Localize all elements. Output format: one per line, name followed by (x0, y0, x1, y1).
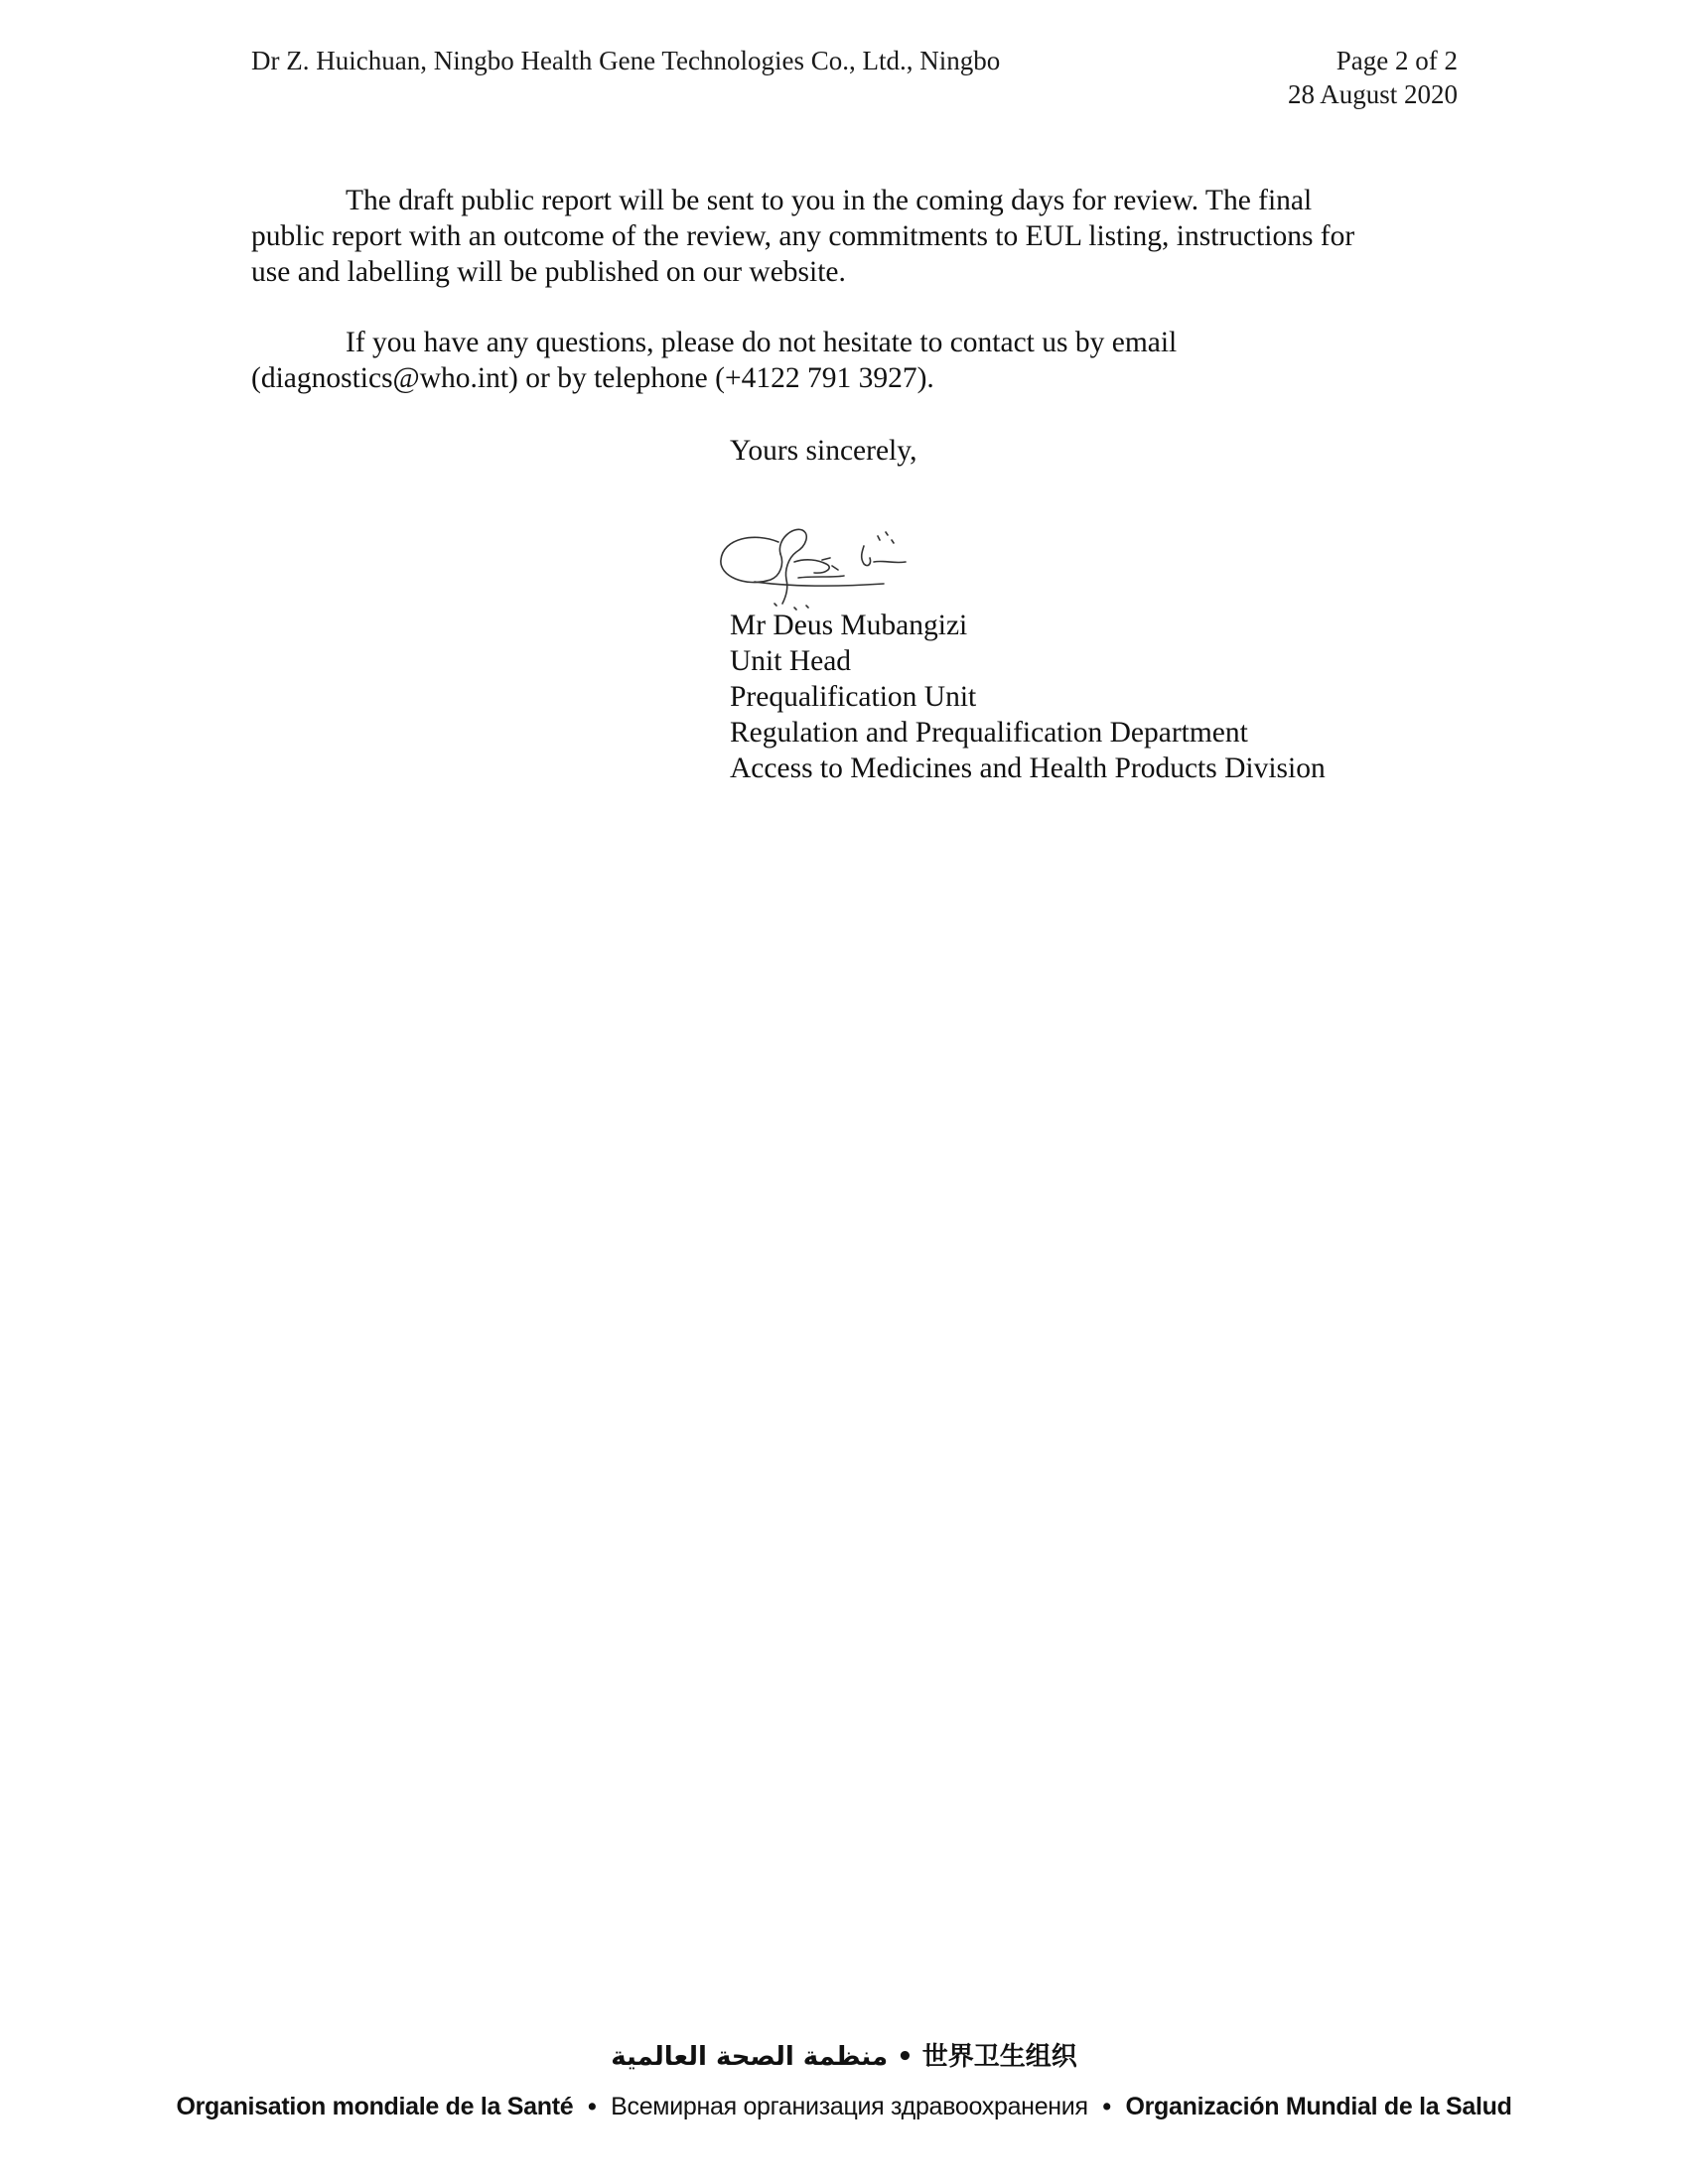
signatory-department: Regulation and Prequalification Department (730, 717, 1248, 749)
footer-name-spanish: Organización Mundial de la Salud (1125, 2093, 1512, 2120)
paragraph-line: If you have any questions, please do not hesitate to contact us by email (346, 327, 1178, 358)
signatory-name: Mr Deus Mubangizi (730, 610, 968, 641)
header-date: 28 August 2020 (1287, 79, 1458, 109)
body-paragraph-1 (251, 183, 1443, 290)
footer-name-russian: Всемирная организация здравоохранения (611, 2093, 1088, 2120)
footer-bullet: • (588, 2093, 597, 2120)
header-addressee: Dr Z. Huichuan, Ningbo Health Gene Technologies Co., Ltd., Ningbo (251, 46, 1001, 75)
paragraph-line: The draft public report will be sent to you in the coming days for review. The final (346, 185, 1313, 216)
signatory-unit: Prequalification Unit (730, 681, 977, 713)
footer-organization-names (0, 2091, 1688, 2122)
handwritten-signature (715, 518, 923, 617)
footer-name-french: Organisation mondiale de la Santé (176, 2093, 574, 2120)
header-page-info (1288, 44, 1458, 111)
paragraph-line: (diagnostics@who.int) or by telephone (+4122 791 3927). (251, 362, 934, 394)
header-page-number: Page 2 of 2 (1336, 46, 1458, 75)
footer-arabic-chinese: منظمة الصحة العالمية • 世界卫生组织 (611, 2042, 1077, 2072)
paragraph-line: public report with an outcome of the review, any commitments to EUL listing, instructions for (251, 220, 1355, 252)
closing-salutation: Yours sincerely, (730, 435, 917, 467)
signatory-division: Access to Medicines and Health Products Division (730, 752, 1326, 784)
paragraph-line: use and labelling will be published on our website. (251, 256, 846, 288)
signatory-title: Unit Head (730, 645, 852, 677)
signatory-block (730, 608, 1326, 786)
footer-bullet: • (1102, 2093, 1111, 2120)
body-paragraph-2 (251, 325, 1443, 396)
